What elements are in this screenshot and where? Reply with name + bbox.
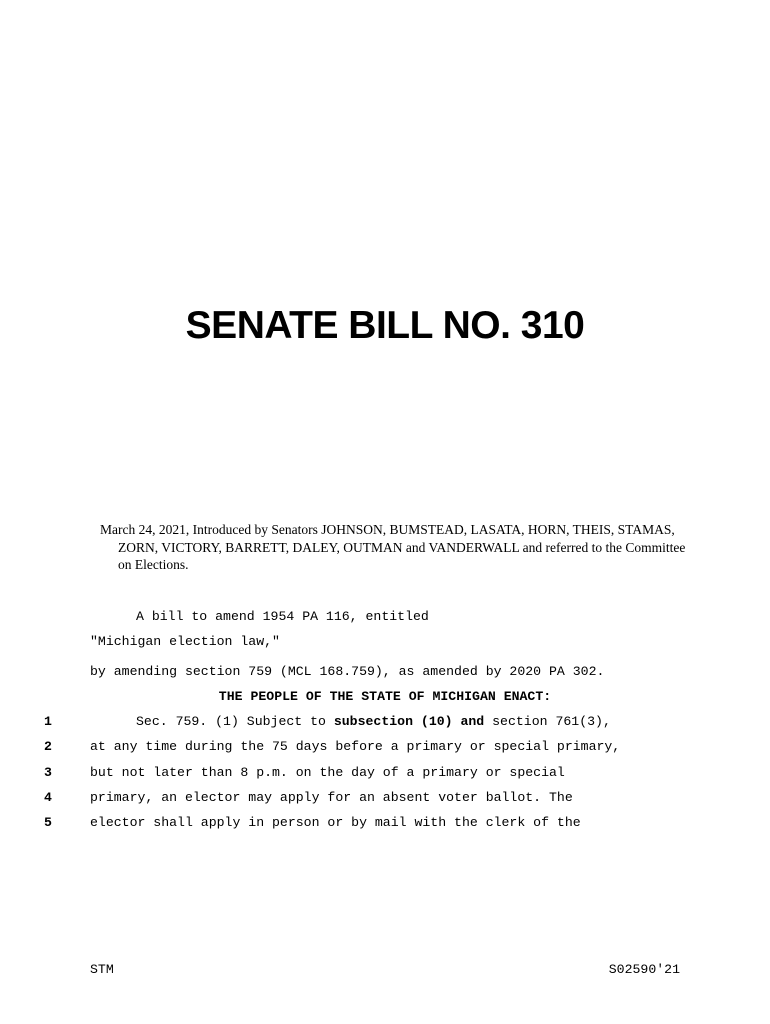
bill-introduction: March 24, 2021, Introduced by Senators JOHNSON, BUMSTEAD, LASATA, HORN, THEIS, STAMAS, ZORN, VICTORY, BARRETT, DALEY, OUTMAN and VANDERWALL and referred to the Committee on Elections. xyxy=(100,522,686,572)
body-line xyxy=(136,714,611,729)
body-text: section 761(3), xyxy=(484,714,611,729)
bill-title: SENATE BILL NO. 310 xyxy=(185,304,585,347)
line-number: 4 xyxy=(44,790,52,805)
line-number: 2 xyxy=(44,739,52,754)
preamble-line-1: A bill to amend 1954 PA 116, entitled xyxy=(136,609,429,624)
footer-drafter-code: STM xyxy=(90,962,114,977)
line-number: 3 xyxy=(44,765,52,780)
body-line: at any time during the 75 days before a primary or special primary, xyxy=(90,739,621,754)
footer-document-id: S02590'21 xyxy=(608,962,680,977)
inserted-text: subsection (10) and xyxy=(333,714,485,729)
body-line: primary, an elector may apply for an absent voter ballot. The xyxy=(90,790,573,805)
line-number: 5 xyxy=(44,815,52,830)
body-line: but not later than 8 p.m. on the day of a primary or special xyxy=(90,765,565,780)
line-number: 1 xyxy=(44,714,52,729)
enacting-clause: THE PEOPLE OF THE STATE OF MICHIGAN ENACT: xyxy=(218,689,552,704)
preamble-line-3: by amending section 759 (MCL 168.759), as amended by 2020 PA 302. xyxy=(90,664,605,679)
body-text: Sec. 759. (1) Subject to xyxy=(136,714,334,729)
body-line: elector shall apply in person or by mail with the clerk of the xyxy=(90,815,581,830)
preamble-line-2: "Michigan election law," xyxy=(90,634,280,649)
